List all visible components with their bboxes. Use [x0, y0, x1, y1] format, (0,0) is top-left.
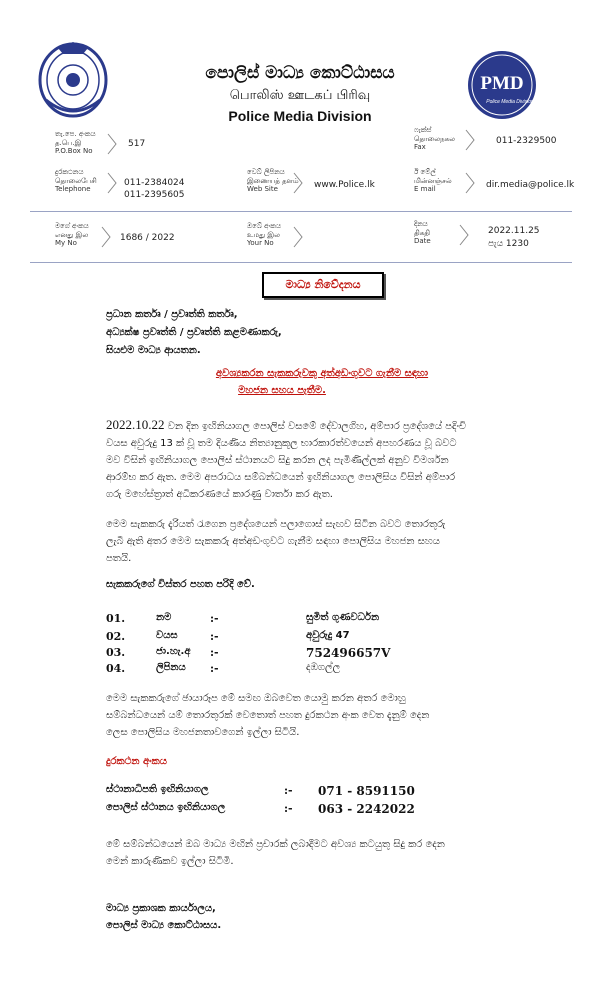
paragraph-4: මේ සම්බන්ධයෙන් ඔබ මාධ්‍ය මඟින් ප්‍රචාරක් ලබාදීමට අවශ්‍ය කටයුතු සිදු කර දෙන මෙන් කාරුණිකව ඉල්ලා සිටිමි.: [106, 839, 445, 867]
pmd-logo-text: PMD: [480, 73, 524, 94]
date-label: දිනය திகதி Date: [414, 220, 431, 245]
pobox-value: 517: [128, 139, 146, 149]
phones-heading: දුරකථන අංකය: [106, 756, 167, 767]
detail-value: අවුරුදු 47: [306, 630, 350, 641]
detail-sep: :-: [210, 662, 219, 675]
phone-value: 063 - 2242022: [318, 802, 415, 816]
detail-value: සුමිත් ගුණවර්ධන: [306, 612, 380, 623]
fax-bracket: [464, 129, 478, 151]
header-rule: [30, 211, 572, 212]
paragraph-2: මෙම සැකකරු දැරියත් රැගෙන ප්‍රදේශයෙන් පලාගොස් සැඟව සිටින බවට තොරතුරු ලැබී ඇති අතර මෙම සැකකරු අත්අඩංගුවට ගැනීම සඳහා පොලිසිය මහජන සහය පතයි.: [106, 519, 446, 564]
org-name-english: Police Media Division: [228, 108, 372, 124]
detail-no: 03.: [106, 646, 126, 659]
telephone-value-1: 011-2384024: [124, 178, 185, 188]
addressee-line-1: ප්‍රධාන කර්තෘ / ප්‍රවෘත්ති කර්තෘ,: [106, 309, 238, 320]
telephone-label: දුරකථනය தொலைபேசி Telephone: [55, 168, 97, 193]
addressee-line-3: සියළුම මාධ්‍ය ආයතන.: [106, 345, 201, 356]
website-value: www.Police.lk: [314, 180, 375, 190]
detail-sep: :-: [210, 630, 219, 643]
details-heading: සැකකරුගේ විස්තර පහත පරිදි වේ.: [106, 579, 255, 590]
detail-sep: :-: [210, 646, 219, 659]
email-label: ඊ මේල් மின்னஞ்சல் E mail: [414, 168, 452, 193]
phone-label: පොලිස් ස්ථානය ඉඟිනියාගල: [106, 802, 226, 813]
detail-label: නම: [156, 612, 172, 623]
your-no-label: ඔබේ අංකය உமது இல Your No: [247, 222, 281, 247]
header-rule-2: [30, 262, 572, 263]
signature-line-1: මාධ්‍ය ප්‍රකාශක කාර්යාලය,: [106, 903, 216, 914]
signature-line-2: පොලිස් මාධ්‍ය කොට්ඨාසය.: [106, 920, 222, 931]
media-release-title: මාධ්‍ය නිවේදනය: [262, 272, 384, 298]
detail-no: 01.: [106, 612, 126, 625]
email-bracket: [464, 172, 478, 194]
fax-label: ෆැක්ස් தொலைநகல Fax: [414, 126, 455, 151]
my-no-label: මගේ අංකය எனது இல My No: [55, 222, 89, 247]
time-value: පැය 1230: [488, 239, 529, 249]
detail-label: වයස: [156, 630, 178, 641]
phone-sep: :-: [284, 802, 293, 815]
detail-label: ජා.හැ.අ: [156, 646, 191, 657]
paragraph-1: 2022.10.22 වන දින ඉඟිනියාගල පොලිස් වසමේ දේවාලගිහ, අම්පාර ප්‍රදේශයේ පදිංචි වයස අවුරුදු 13 ක් වූ තම දියණිය නිත්‍යානුකූල භාරකාරත්වයෙන් අපහරණය වූ බවට මව විසින් ඉඟිනියාගල පොලිස් ස්ථානයට සිදු කරන ලද පැමිණිල්ලක් අනුව විමර්ශන ආරම්භ කර ඇත. මෙම අපරාධය සම්බන්ධයෙන් ඉඟිනියාගල පොලිසිය විසින් අම්පාර ගරු මහේස්ත්‍රාත් අධිකරණයේ කාරණු වාර්තා කර ඇත.: [106, 417, 467, 500]
website-bracket: [292, 172, 306, 194]
date-bracket: [458, 224, 472, 246]
phone-value: 071 - 8591150: [318, 784, 415, 798]
detail-value: දඹගල්ල: [306, 662, 341, 673]
addressee-line-2: අධ්‍යක්ෂ ප්‍රවෘත්ති / ප්‍රවෘත්ති කළමණාකරු,: [106, 327, 282, 338]
detail-label: ලිපිනය: [156, 662, 186, 673]
your-no-bracket: [292, 226, 306, 248]
org-name-tamil: பொலிஸ் ஊடகப் பிரிவு: [229, 88, 371, 103]
date-value: 2022.11.25: [488, 226, 540, 236]
email-value: dir.media@police.lk: [486, 180, 575, 190]
paragraph-1-date: 2022.10.22: [106, 417, 165, 432]
detail-no: 02.: [106, 630, 126, 643]
pobox-bracket: [106, 133, 120, 155]
subject-line-1: අවශ්‍යකරන සැකකරුවකු අත්අඩංගුවට ගැනීම සඳහා: [215, 368, 429, 379]
paragraph-3: මෙම සැකකරුගේ ඡායාරූප මේ සමඟ ඔබවෙත යොමු කරන අතර මොහු සම්බන්ධයෙන් යම් තොරතුරක් වෙතොත් පහත දුරකථන අංක වෙත දැනුම් දෙන ලෙස පොලිසිය මහජනතාවගෙන් ඉල්ලා සිටියි.: [106, 693, 430, 738]
my-no-bracket: [100, 226, 114, 248]
pobox-label: තැ.පෙ. අංකය த.பெ.இ P.O.Box No: [55, 130, 96, 155]
phone-label: ස්ථානාධිපති ඉඟිනියාගල: [106, 784, 209, 795]
telephone-value-2: 011-2395605: [124, 190, 185, 200]
detail-value: 752496657V: [306, 646, 391, 660]
pmd-logo-subtext: Police Media Division: [486, 99, 534, 105]
org-name-sinhala: පොලිස් මාධ්‍ය කොට්ඨාසය: [205, 63, 395, 83]
fax-value: 011-2329500: [496, 136, 557, 146]
phone-sep: :-: [284, 784, 293, 797]
detail-no: 04.: [106, 662, 126, 675]
website-label: වෙබ් ලිපිනය இணையத் தளம் Web Site: [247, 168, 299, 193]
my-no-value: 1686 / 2022: [120, 233, 175, 243]
telephone-bracket: [106, 172, 120, 194]
subject-line-2: මහජන සහය පැතීම.: [238, 385, 326, 396]
detail-sep: :-: [210, 612, 219, 625]
